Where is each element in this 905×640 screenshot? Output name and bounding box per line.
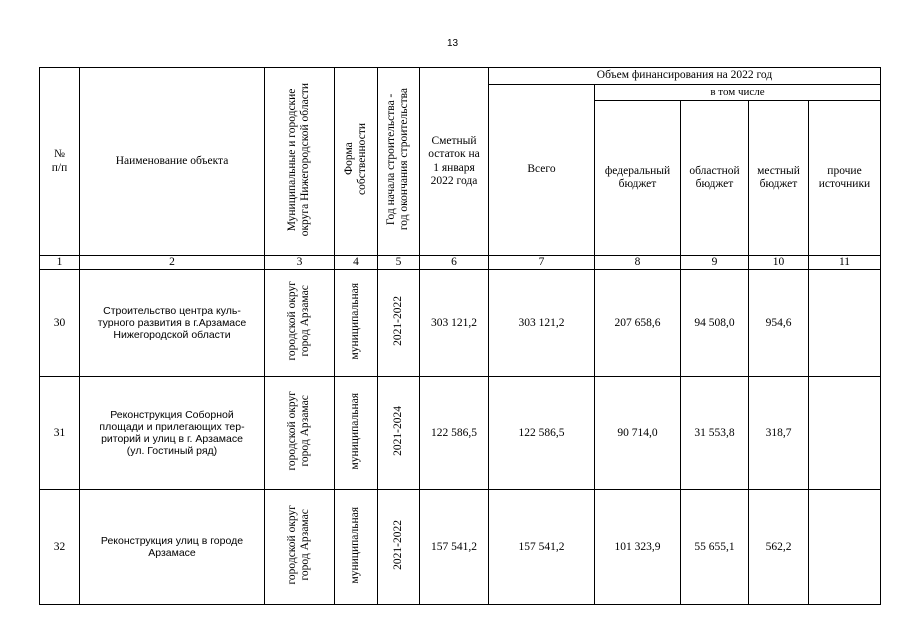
header-funding-group: Объем финансирования на 2022 год	[489, 68, 881, 85]
other-sources	[809, 490, 881, 605]
header-other: прочие источники	[809, 101, 881, 256]
header-including-group: в том числе	[595, 85, 881, 101]
row-number: 31	[40, 377, 80, 490]
header-regional: областной бюджет	[681, 101, 749, 256]
column-number-row	[40, 256, 881, 270]
construction-years: 2021-2024	[378, 377, 420, 490]
header-object-name: Наименование объекта	[80, 68, 265, 256]
column-number: 2	[80, 256, 265, 270]
total-funding: 122 586,5	[489, 377, 595, 490]
construction-years: 2021-2022	[378, 490, 420, 605]
district: городской округ город Арзамас	[265, 270, 335, 377]
column-number: 3	[265, 256, 335, 270]
construction-years: 2021-2022	[378, 270, 420, 377]
district: городской округ город Арзамас	[265, 490, 335, 605]
object-name: Строительство центра куль- турного развития в г.Арзамасе Нижегородской области	[80, 270, 265, 377]
total-funding: 303 121,2	[489, 270, 595, 377]
other-sources	[809, 377, 881, 490]
column-number: 4	[335, 256, 378, 270]
ownership: муниципальная	[335, 377, 378, 490]
ownership: муниципальная	[335, 490, 378, 605]
column-number: 6	[420, 256, 489, 270]
header-district: Муниципальные и городские округа Нижегородской области	[265, 68, 335, 256]
table-row	[40, 377, 881, 490]
district: городской округ город Арзамас	[265, 377, 335, 490]
column-number: 7	[489, 256, 595, 270]
header-federal: федеральный бюджет	[595, 101, 681, 256]
column-number: 10	[749, 256, 809, 270]
total-funding: 157 541,2	[489, 490, 595, 605]
federal-budget: 207 658,6	[595, 270, 681, 377]
local-budget: 562,2	[749, 490, 809, 605]
estimate-remainder: 122 586,5	[420, 377, 489, 490]
header-total: Всего	[489, 85, 595, 256]
table-row	[40, 490, 881, 605]
regional-budget: 55 655,1	[681, 490, 749, 605]
header-local: местный бюджет	[749, 101, 809, 256]
row-number: 32	[40, 490, 80, 605]
ownership: муниципальная	[335, 270, 378, 377]
column-number: 11	[809, 256, 881, 270]
header-row-1	[40, 68, 881, 85]
row-number: 30	[40, 270, 80, 377]
page-number: 13	[446, 38, 459, 49]
regional-budget: 31 553,8	[681, 377, 749, 490]
estimate-remainder: 157 541,2	[420, 490, 489, 605]
object-name: Реконструкция Соборной площади и прилегающих тер- риторий и улиц в г. Арзамасе (ул. Гостиный ряд)	[80, 377, 265, 490]
header-num: № п/п	[40, 68, 80, 256]
object-name: Реконструкция улиц в городе Арзамасе	[80, 490, 265, 605]
local-budget: 954,6	[749, 270, 809, 377]
column-number: 8	[595, 256, 681, 270]
federal-budget: 101 323,9	[595, 490, 681, 605]
federal-budget: 90 714,0	[595, 377, 681, 490]
header-years: Год начала строительства - год окончания строительства	[378, 68, 420, 256]
financing-table	[39, 67, 881, 605]
column-number: 9	[681, 256, 749, 270]
regional-budget: 94 508,0	[681, 270, 749, 377]
column-number: 5	[378, 256, 420, 270]
local-budget: 318,7	[749, 377, 809, 490]
estimate-remainder: 303 121,2	[420, 270, 489, 377]
column-number: 1	[40, 256, 80, 270]
other-sources	[809, 270, 881, 377]
table-row	[40, 270, 881, 377]
header-estimate: Сметный остаток на 1 января 2022 года	[420, 68, 489, 256]
header-ownership: Форма собственности	[335, 68, 378, 256]
